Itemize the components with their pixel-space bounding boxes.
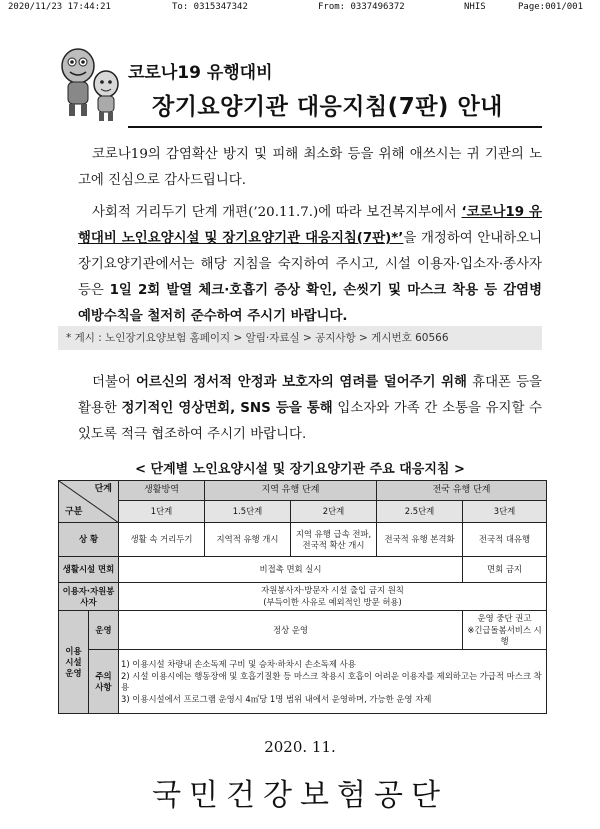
situation-cell: 지역적 유행 개시	[205, 523, 291, 557]
row-label-situation: 상 황	[59, 523, 119, 557]
video-visit-intro: 더불어	[92, 375, 136, 390]
table-corner-cell	[59, 481, 119, 523]
stage-header: 2단계	[291, 501, 377, 523]
stage-header: 1단계	[119, 501, 205, 523]
paragraph-gratitude-text: 코로나19의 감염확산 방지 및 피해 최소화 등을 위해 애쓰시는 귀 기관의 노고에 진심으로 감사드립니다.	[78, 147, 542, 188]
fax-sender: NHIS	[464, 2, 486, 12]
visit-policy: 비접촉 면회 실시	[119, 557, 463, 583]
stage-header: 1.5단계	[205, 501, 291, 523]
title-underline	[128, 126, 542, 128]
fax-from: From: 0337496372	[318, 2, 405, 12]
caution-item: 1) 이용시설 차량내 손소독제 구비 및 승차·하차시 손소독제 사용	[121, 658, 356, 669]
fax-page: Page:001/001	[518, 2, 584, 12]
group-header-national: 전국 유행 단계	[377, 481, 547, 501]
operation-stop-text: 운영 중단 권고	[477, 613, 532, 623]
guideline-precautions: 1일 2회 발열 체크·호흡기 증상 확인, 손씻기 및 마스크 착용 등 감염병 예방수칙을 철저히 준수하여 주시기 바랍니다.	[78, 283, 542, 324]
corner-label-stage: 단계	[94, 484, 112, 494]
situation-cell: 생활 속 거리두기	[119, 523, 205, 557]
row-label-facility: 이용 시설 운영	[59, 611, 89, 714]
document-title: 장기요양기관 대응지침(7판) 안내	[152, 94, 503, 120]
document-subtitle: 코로나19 유행대비	[128, 63, 273, 83]
situation-cell: 전국적 유행 본격화	[377, 523, 463, 557]
user-policy	[119, 583, 547, 611]
user-policy-exception: (부득이한 사유로 예외적인 방문 허용)	[263, 597, 402, 607]
video-visit-reason: 어르신의 정서적 안정과 보호자의 염려를 덜어주기 위해	[135, 375, 467, 390]
situation-cell: 전국적 대유행	[463, 523, 547, 557]
row-label-operation: 운영	[89, 611, 119, 650]
fax-datetime: 2020/11/23 17:44:21	[8, 2, 111, 12]
caution-list	[119, 650, 547, 714]
operation-normal: 정상 운영	[119, 611, 463, 650]
mascot-illustration	[56, 44, 126, 124]
issuer-signature: 국민건강보험공단	[152, 778, 448, 813]
group-header-daily: 생활방역	[119, 481, 205, 501]
document-date: 2020. 11.	[264, 738, 336, 756]
operation-emergency-care: ※긴급돌봄서비스 시행	[467, 625, 542, 646]
caution-item: 3) 이용시설에서 프로그램 운영시 4㎡당 1명 범위 내에서 운영하며, 가능한 운영 자제	[121, 693, 432, 704]
row-label-visit: 생활시설 면회	[59, 557, 119, 583]
fax-to: To: 0315347342	[172, 2, 248, 12]
guideline-intro: 사회적 거리두기 단계 개편(’20.11.7.)에 따라 보건복지부에서	[92, 205, 462, 220]
posting-notice: * 게시 : 노인장기요양보험 홈페이지 > 알림·자료실 > 공지사항 > 게시번호 60566	[58, 326, 542, 350]
corner-label-category: 구분	[65, 507, 83, 517]
video-visit-means-intro: 휴대폰 등을 활용한	[78, 375, 542, 416]
paragraph-video-visit	[78, 370, 542, 448]
user-policy-line: 자원봉사자·방문자 시설 출입 금지 원칙	[261, 585, 404, 595]
paragraph-guideline	[78, 200, 542, 330]
row-label-users: 이용자·자원봉사자	[59, 583, 119, 611]
table-title: < 단계별 노인요양시설 및 장기요양기관 주요 대응지침 >	[135, 462, 465, 477]
video-visit-closing: 입소자와 가족 간 소통을 유지할 수 있도록 적극 협조하여 주시기 바랍니다.	[78, 401, 543, 442]
operation-stop	[463, 611, 547, 650]
group-header-regional: 지역 유행 단계	[205, 481, 377, 501]
caution-item: 2) 시설 이용시에는 행동장애 및 호흡기질환 등 마스크 착용시 호흡이 어려운 이용자를 제외하고는 가급적 마스크 착용	[121, 670, 542, 692]
paragraph-gratitude	[78, 142, 542, 194]
stage-header: 3단계	[463, 501, 547, 523]
visit-ban: 면회 금지	[463, 557, 547, 583]
situation-cell: 지역 유행 급속 전파, 전국적 확산 개시	[291, 523, 377, 557]
stage-guideline-table	[58, 480, 547, 714]
stage-header: 2.5단계	[377, 501, 463, 523]
fax-header	[0, 0, 600, 14]
video-visit-means: 정기적인 영상면회, SNS 등을 통해	[121, 401, 333, 416]
guideline-instruction: 을 개정하여 안내하오니 장기요양기관에서는 해당 지침을 숙지하여 주시고, 시설 이용자·입소자·종사자 등은	[78, 231, 543, 298]
guideline-name: ‘코로나19 유행대비 노인요양시설 및 장기요양기관 대응지침(7판)*’	[78, 205, 542, 246]
row-label-cautions: 주의 사항	[89, 650, 119, 714]
